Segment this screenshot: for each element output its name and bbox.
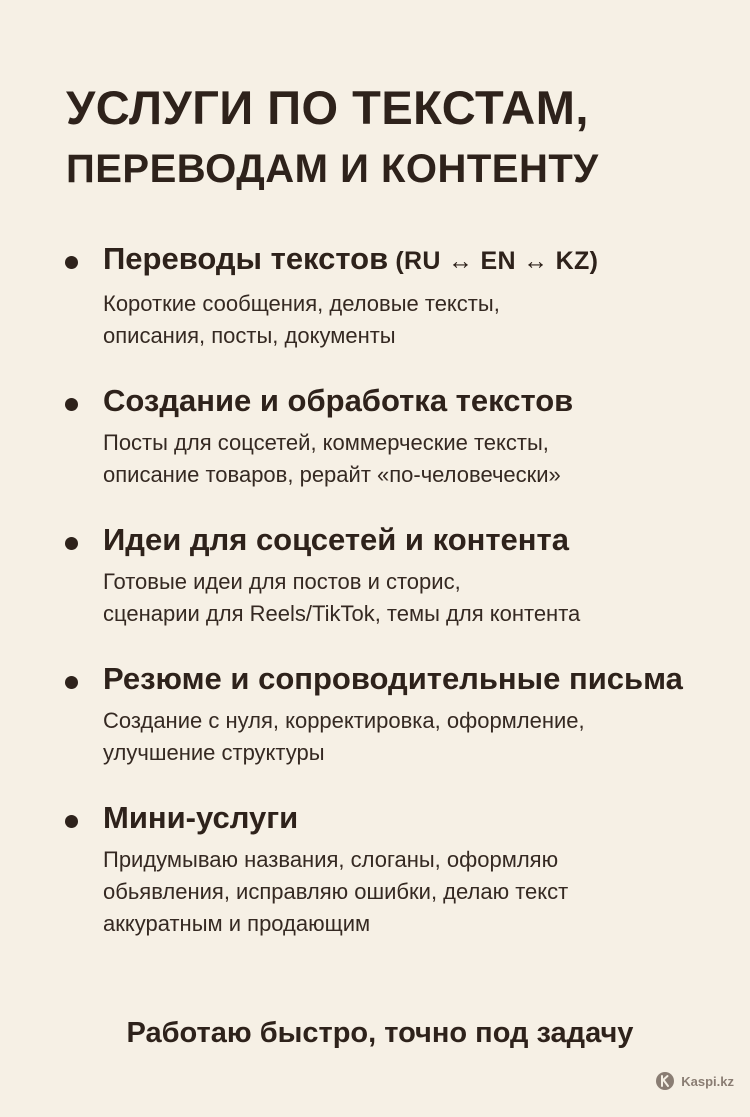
service-title [103,658,720,699]
bullet-icon [65,537,78,550]
kaspi-logo-icon [655,1071,675,1091]
description-line: улучшение структуры [103,740,325,765]
description-line: сценарии для Reels/TikTok, темы для контента [103,601,581,626]
service-title-text: Создание и обработка текстов [103,383,574,418]
description-line: описания, посты, документы [103,323,396,348]
watermark-text: Kaspi.kz [681,1073,734,1089]
title-line-1: УСЛУГИ ПО ТЕКСТАМ, [66,81,589,134]
title-line-2: ПЕРЕВОДАМ И КОНТЕНТУ [66,147,599,191]
service-description [103,566,720,630]
description-line: Придумываю названия, слоганы, оформляю [103,847,559,872]
bullet-icon [65,676,78,689]
service-title-text: Идеи для соцсетей и контента [103,522,569,557]
bullet-icon [65,398,78,411]
bullet-icon [65,815,78,828]
description-line: Короткие сообщения, деловые тексты, [103,291,500,316]
description-line: аккуратным и продающим [103,911,371,936]
service-description [103,288,720,352]
watermark [655,1071,734,1091]
service-item-mini-services [0,797,750,940]
service-description [103,844,720,940]
service-title [103,519,720,560]
service-item-resume [0,658,750,769]
service-title-text: Мини-услуги [103,800,299,835]
description-line: Посты для соцсетей, коммерческие тексты, [103,430,549,455]
page-title [66,80,726,194]
description-line: Создание с нуля, корректировка, оформление, [103,708,585,733]
description-line: описание товаров, рерайт «по-человечески» [103,462,561,487]
service-title [103,238,720,282]
service-description [103,705,720,769]
services-list [0,238,750,968]
footer-slogan: Работаю быстро, точно под задачу [126,1017,634,1049]
service-item-translations [0,238,750,352]
description-line: Готовые идеи для постов и сторис, [103,569,461,594]
service-description [103,427,720,491]
service-title [103,797,720,838]
service-title-text: Резюме и сопроводительные письма [103,661,683,696]
service-item-social-ideas [0,519,750,630]
service-title-languages: (RU ↔ EN ↔ KZ) [388,247,599,275]
description-line: обьявления, исправляю ошибки, делаю текст [103,879,569,904]
service-item-text-creation [0,380,750,491]
service-title-text: Переводы текстов [103,241,389,276]
service-title [103,380,720,421]
bullet-icon [65,256,78,269]
